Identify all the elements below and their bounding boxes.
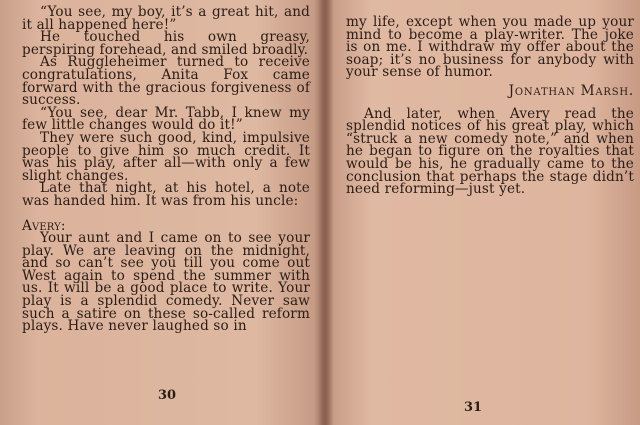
paragraph: “You see, dear Mr. Tabb, I knew my few little changes would do it!” bbox=[22, 104, 310, 134]
right-page-text bbox=[346, 16, 634, 196]
paragraph: Late that night, at his hotel, a note was handed him. It was from his uncle: bbox=[22, 180, 310, 209]
paragraph: They were such good, kind, impulsive people to give him so much credit. It was his play, after all—with only a few slight changes. bbox=[22, 129, 310, 184]
letter-salutation: Avery: bbox=[22, 217, 66, 234]
paragraph: “You see, my boy, it’s a great hit, and it all happened here!” bbox=[22, 4, 310, 33]
paragraph: And later, when Avery read the splendid notices of his great play, which “struck a new comedy note,” and when he began to figure on the royalties that would be his, he gradually came to the conclusion that perhaps the stage didn’t need reforming—just yet. bbox=[346, 105, 634, 198]
paragraph: As Ruggleheimer turned to receive congratulations, Anita Fox came forward with the gracious forgiveness of success. bbox=[22, 54, 310, 109]
page-number: 30 bbox=[158, 388, 177, 403]
right-page bbox=[330, 0, 640, 425]
paragraph: He touched his own greasy, perspiring forehead, and smiled broadly. bbox=[22, 29, 310, 58]
left-page-text bbox=[22, 6, 310, 333]
page-number: 31 bbox=[464, 400, 483, 415]
letter-body: Your aunt and I came on to see your play. We are leaving on the midnight, and so can’t see you till you come out West again to spend the summer with us. It will be a good place to write. Your play is a splendid comedy. Never saw such a satire on these so-called reform plays. Have never laughed so in bbox=[22, 230, 310, 335]
letter-body-continued: my life, except when you made up your mind to become a play-writer. The joke is on me. I withdraw my offer about the soap; it’s no business for anybody with your sense of humor. bbox=[346, 14, 634, 81]
letter-signature: Jonathan Marsh. bbox=[508, 82, 634, 99]
